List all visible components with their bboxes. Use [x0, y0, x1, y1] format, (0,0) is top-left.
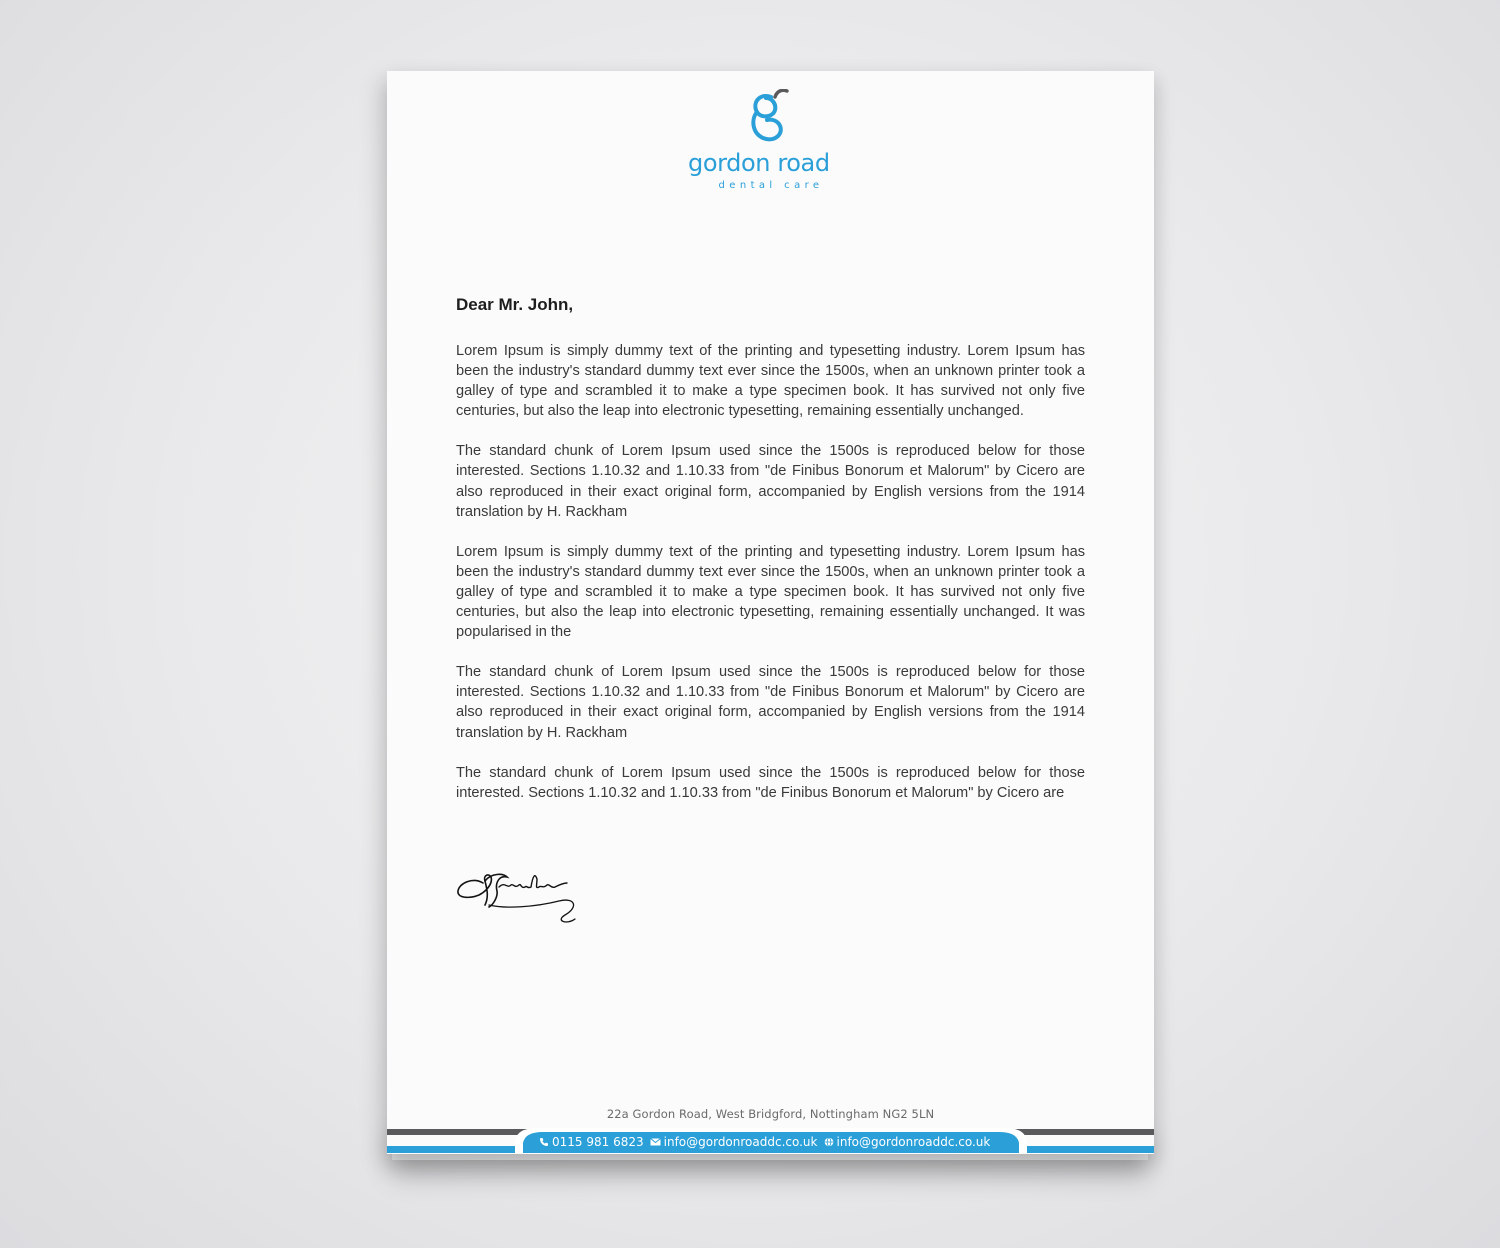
phone-icon: [539, 1137, 549, 1147]
footer-band: [387, 1125, 1154, 1154]
brand-tagline: dental care: [718, 180, 824, 191]
footer-website[interactable]: [824, 1135, 991, 1149]
svg-text:dental care: [719, 180, 824, 191]
email-address: info@gordonroaddc.co.uk: [663, 1135, 818, 1149]
letterhead-sheet: [387, 71, 1154, 1154]
logo-wordmark: [687, 151, 857, 191]
footer-phone[interactable]: [539, 1135, 644, 1149]
globe-icon: [824, 1137, 834, 1147]
footer-contacts: [539, 1135, 996, 1149]
phone-number: 0115 981 6823: [552, 1135, 644, 1149]
brand-logo: [387, 85, 1154, 195]
letter-paragraph: Lorem Ipsum is simply dummy text of the printing and typesetting industry. Lorem Ipsum has been the industry's standard dummy text ever since the 1500s, when an unknown printer took a galley of type and scrambled it to make a type specimen book. It has survived not only five centuries, but also the leap into electronic typesetting, remaining essentially unchanged.: [456, 343, 1085, 420]
letter-paragraph: Lorem Ipsum is simply dummy text of the printing and typesetting industry. Lorem Ipsum has been the industry's standard dummy text ever since the 1500s, when an unknown printer took a galley of type and scrambled it to make a type specimen book. It has survived not only five centuries, but also the leap into electronic typesetting, remaining essentially unchanged. It was popularised in the: [456, 543, 1085, 641]
footer-email[interactable]: [650, 1135, 818, 1149]
letter-paragraph: The standard chunk of Lorem Ipsum used since the 1500s is reproduced below for those interested. Sections 1.10.32 and 1.10.33 from "de Finibus Bonorum et Malorum" by Cicero are also reproduced in their exact original form, accompanied by English versions from the 1914 translation by H. Rackham: [456, 664, 1085, 741]
svg-text:gordon road: [688, 151, 830, 177]
letter-body: [456, 341, 1085, 823]
letter-paragraph: The standard chunk of Lorem Ipsum used since the 1500s is reproduced below for those interested. Sections 1.10.32 and 1.10.33 from "de Finibus Bonorum et Malorum" by Cicero are: [456, 764, 1085, 801]
mail-icon: [650, 1138, 661, 1146]
brand-name-first: gordon road: [688, 151, 830, 177]
letter-salutation: Dear Mr. John,: [456, 295, 574, 314]
signature: [455, 861, 579, 927]
logo-g-icon: [749, 89, 791, 155]
letter-paragraph: The standard chunk of Lorem Ipsum used since the 1500s is reproduced below for those interested. Sections 1.10.32 and 1.10.33 from "de Finibus Bonorum et Malorum" by Cicero are also reproduced in their exact original form, accompanied by English versions from the 1914 translation by H. Rackham: [456, 443, 1085, 520]
website-address: info@gordonroaddc.co.uk: [836, 1135, 991, 1149]
footer-address: 22a Gordon Road, West Bridgford, Nottingham NG2 5LN: [606, 1107, 935, 1121]
